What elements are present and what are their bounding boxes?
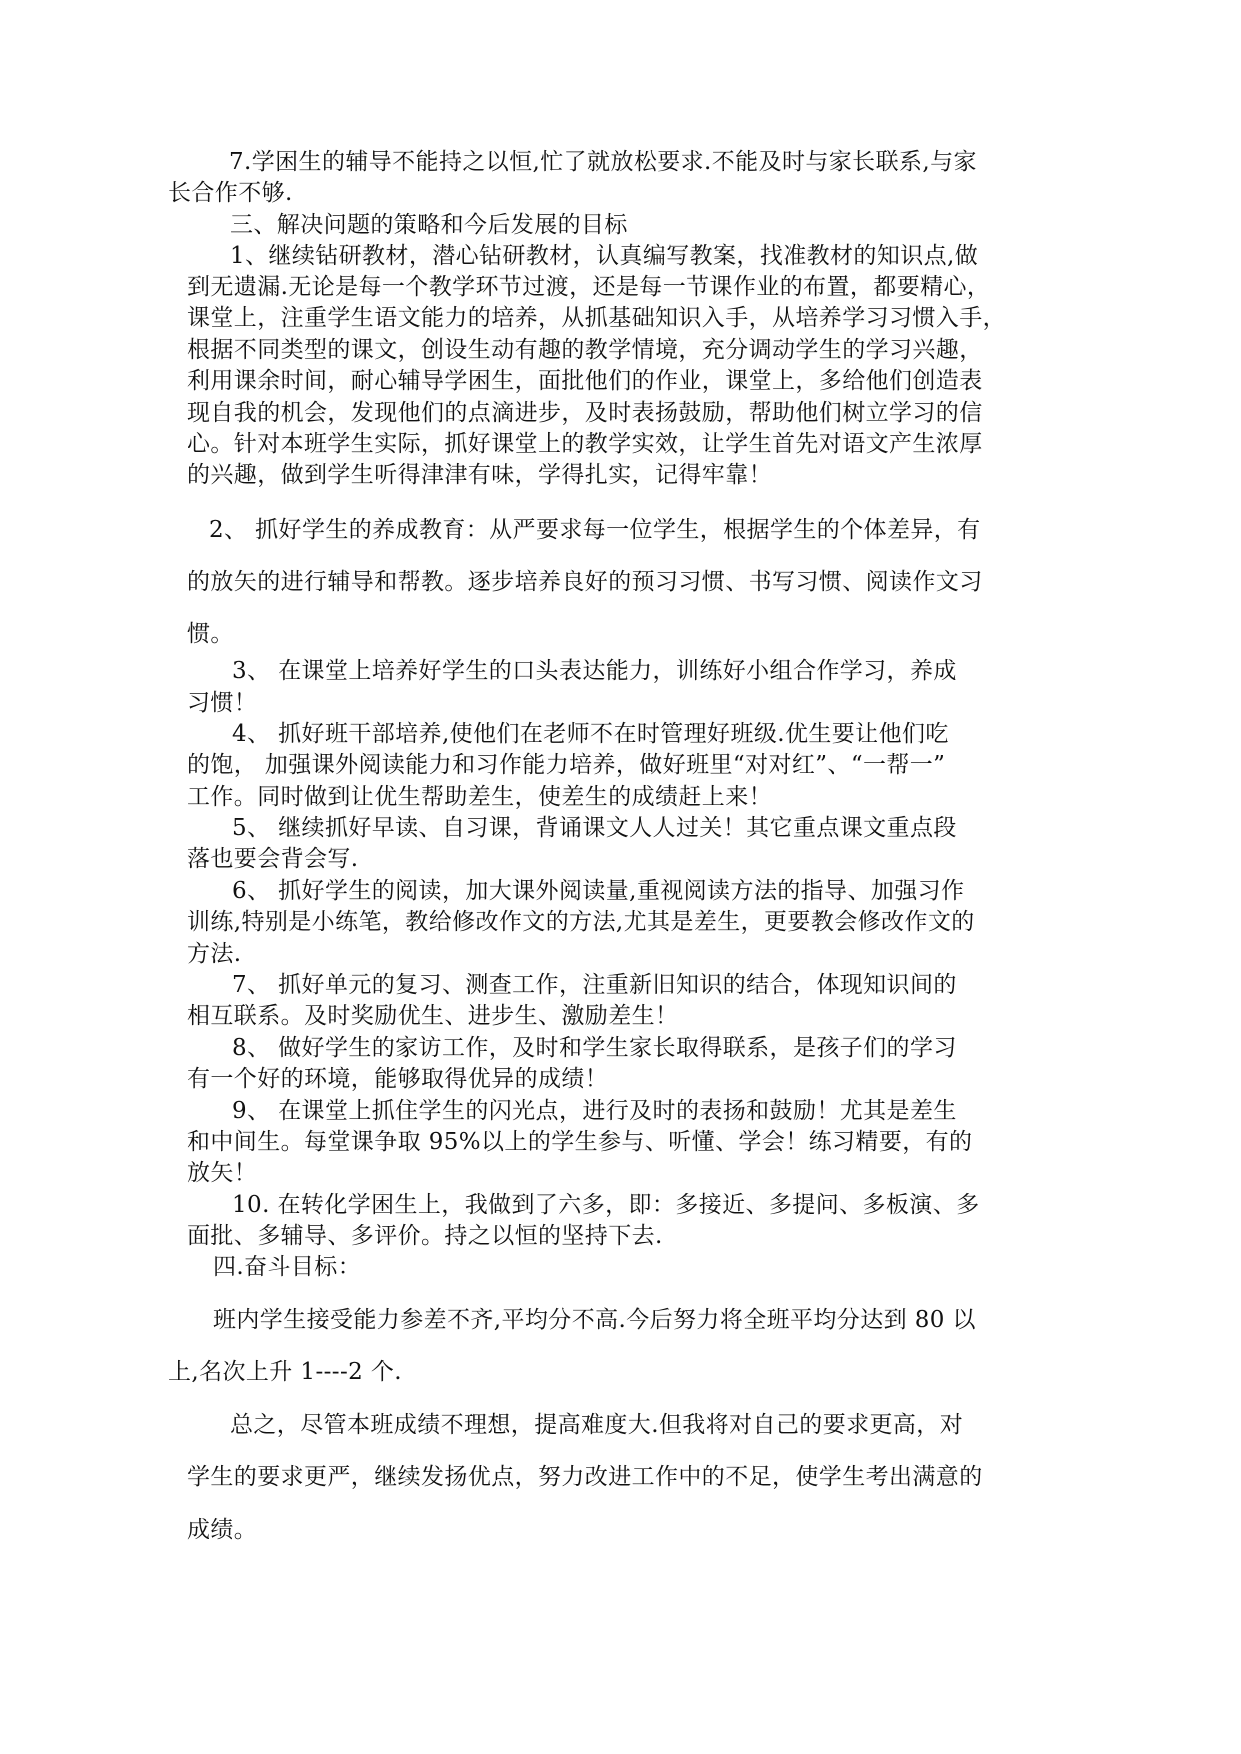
text-line: 总之，尽管本班成绩不理想，提高难度大.但我将对自己的要求更高，对	[230, 1412, 964, 1438]
text-line: 的放矢的进行辅导和帮教。逐步培养良好的预习习惯、书写习惯、阅读作文习	[187, 569, 983, 595]
text-line: 习惯！	[187, 690, 258, 716]
text-line: 根据不同类型的课文，创设生动有趣的教学情境，充分调动学生的学习兴趣，	[187, 337, 983, 363]
text-line: 的兴趣，做到学生听得津津有味，学得扎实，记得牢靠！	[187, 462, 772, 488]
text-line: 有一个好的环境，能够取得优异的成绩！	[187, 1066, 609, 1092]
text-line: 训练,特别是小练笔，教给修改作文的方法,尤其是差生，更要教会修改作文的	[187, 909, 975, 935]
text-line: 成绩。	[187, 1517, 258, 1543]
text-line: 工作。同时做到让优生帮助差生，使差生的成绩赶上来！	[187, 784, 772, 810]
text-line: 心。针对本班学生实际，抓好课堂上的教学实效，让学生首先对语文产生浓厚	[187, 431, 983, 457]
text-line: 1、继续钻研教材，潜心钻研教材，认真编写教案，找准教材的知识点,做	[230, 243, 979, 269]
text-line: 课堂上，注重学生语文能力的培养，从抓基础知识入手，从培养学习习惯入手，	[187, 305, 1006, 331]
text-line: 方法.	[187, 941, 242, 967]
text-line: 惯。	[187, 621, 234, 647]
text-line: 6、 抓好学生的阅读，加大课外阅读量,重视阅读方法的指导、加强习作	[232, 878, 965, 904]
section-heading: 四.奋斗目标：	[213, 1254, 362, 1280]
text-line: 上,名次上升 1----2 个.	[168, 1359, 402, 1385]
section-heading: 三、解决问题的策略和今后发展的目标	[230, 212, 628, 238]
text-line: 面批、多辅导、多评价。持之以恒的坚持下去.	[187, 1223, 663, 1249]
text-line: 学生的要求更严，继续发扬优点，努力改进工作中的不足，使学生考出满意的	[187, 1464, 983, 1490]
text-line: 利用课余时间，耐心辅导学困生，面批他们的作业，课堂上，多给他们创造表	[187, 368, 983, 394]
text-line: 3、 在课堂上培养好学生的口头表达能力，训练好小组合作学习，养成	[232, 658, 957, 684]
text-line: 8、 做好学生的家访工作，及时和学生家长取得联系，是孩子们的学习	[232, 1035, 957, 1061]
text-line: 2、 抓好学生的养成教育：从严要求每一位学生，根据学生的个体差异，有	[209, 517, 981, 543]
text-line: 班内学生接受能力参差不齐,平均分不高.今后努力将全班平均分达到 80 以	[213, 1307, 976, 1333]
text-line: 的饱， 加强课外阅读能力和习作能力培养，做好班里“对对红”、“一帮一”	[187, 752, 946, 778]
text-line: 放矢！	[187, 1160, 258, 1186]
text-line: 长合作不够.	[168, 180, 293, 206]
text-line: 9、 在课堂上抓住学生的闪光点，进行及时的表扬和鼓励！尤其是差生	[232, 1098, 957, 1124]
text-line: 和中间生。每堂课争取 95%以上的学生参与、听懂、学会！练习精要，有的	[187, 1129, 973, 1155]
text-line: 7、 抓好单元的复习、测查工作，注重新旧知识的结合，体现知识间的	[232, 972, 957, 998]
text-line: 相互联系。及时奖励优生、进步生、激励差生！	[187, 1003, 679, 1029]
text-line: 10. 在转化学困生上，我做到了六多，即：多接近、多提问、多板演、多	[232, 1192, 980, 1218]
text-line: 现自我的机会，发现他们的点滴进步，及时表扬鼓励，帮助他们树立学习的信	[187, 400, 983, 426]
text-line: 7.学困生的辅导不能持之以恒,忙了就放松要求.不能及时与家长联系,与家	[229, 149, 977, 175]
text-line: 5、 继续抓好早读、自习课，背诵课文人人过关！其它重点课文重点段	[232, 815, 957, 841]
text-line: 落也要会背会写.	[187, 846, 359, 872]
text-line: 4、 抓好班干部培养,使他们在老师不在时管理好班级.优生要让他们吃	[232, 721, 949, 747]
text-line: 到无遗漏.无论是每一个教学环节过渡，还是每一节课作业的布置，都要精心，	[187, 274, 991, 300]
